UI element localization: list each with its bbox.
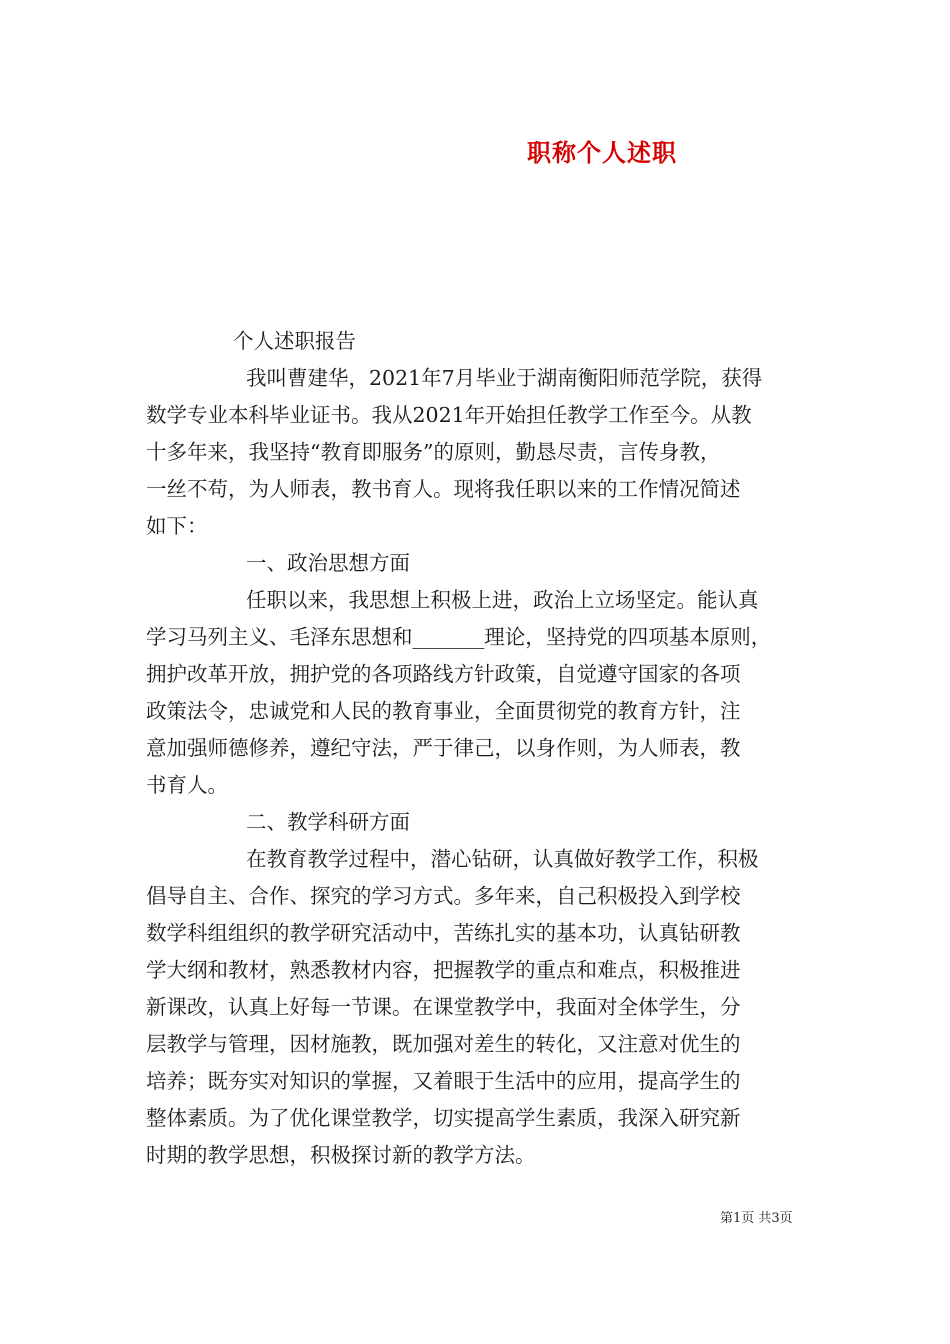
text-line: 学习马列主义、毛泽东思想和_______理论，坚持党的四项基本原则， <box>146 625 772 649</box>
text-line: 一丝不苟，为人师表，教书育人。现将我任职以来的工作情况简述 <box>146 477 741 501</box>
text-line: 在教育教学过程中，潜心钻研，认真做好教学工作，积极 <box>246 847 759 871</box>
text-line: 书育人。 <box>146 773 228 797</box>
text-line: 政策法令，忠诚党和人民的教育事业，全面贯彻党的教育方针，注 <box>146 699 741 723</box>
text-line: 十多年来，我坚持“教育即服务”的原则，勤恳尽责，言传身教， <box>146 440 721 464</box>
section-heading: 一、政治思想方面 <box>246 551 410 575</box>
text-line: 倡导自主、合作、探究的学习方式。多年来，自己积极投入到学校 <box>146 884 741 908</box>
text-line: 学大纲和教材，熟悉教材内容，把握教学的重点和难点，积极推进 <box>146 958 741 982</box>
section-heading: 二、教学科研方面 <box>246 810 410 834</box>
text-line: 整体素质。为了优化课堂教学，切实提高学生素质，我深入研究新 <box>146 1106 741 1130</box>
text-line: 数学科组组织的教学研究活动中，苦练扎实的基本功，认真钻研教 <box>146 921 741 945</box>
text-line: 数学专业本科毕业证书。我从2021年开始担任教学工作至今。从教 <box>146 403 752 427</box>
report-heading: 个人述职报告 <box>233 329 356 353</box>
text-line: 如下： <box>146 514 208 538</box>
text-line: 时期的教学思想，积极探讨新的教学方法。 <box>146 1143 536 1167</box>
text-line: 新课改，认真上好每一节课。在课堂教学中，我面对全体学生，分 <box>146 995 741 1019</box>
document-title: 职称个人述职 <box>527 138 677 167</box>
text-line: 层教学与管理，因材施教，既加强对差生的转化，又注意对优生的 <box>146 1032 741 1056</box>
text-line: 培养；既夯实对知识的掌握，又着眼于生活中的应用，提高学生的 <box>146 1069 741 1093</box>
page-number: 第1页 共3页 <box>720 1211 793 1226</box>
text-line: 任职以来，我思想上积极上进，政治上立场坚定。能认真 <box>246 588 759 612</box>
text-line: 我叫曹建华，2021年7月毕业于湖南衡阳师范学院，获得 <box>246 366 763 390</box>
text-line: 拥护改革开放，拥护党的各项路线方针政策，自觉遵守国家的各项 <box>146 662 741 686</box>
text-line: 意加强师德修养，遵纪守法，严于律己，以身作则，为人师表，教 <box>146 736 741 760</box>
